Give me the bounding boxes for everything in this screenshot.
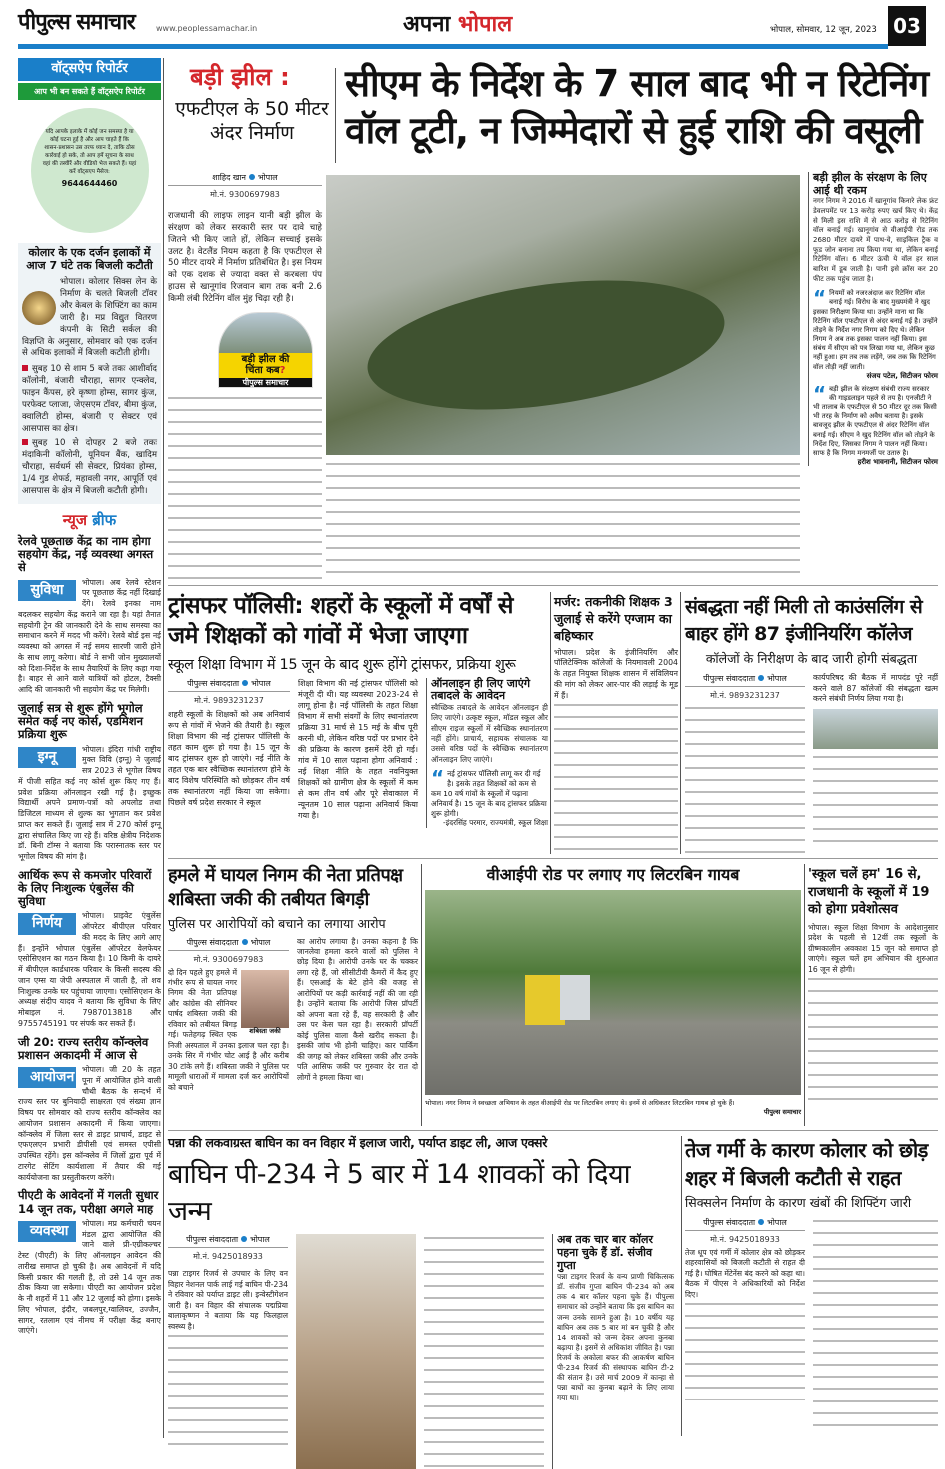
litterbin-caption: भोपाल। नगर निगम ने स्वच्छता अभियान के तहत वीआईपी रोड पर लिटरबिन लगाए थे। इनमें से अधिकतर लिटरबिन गायब हो चुके हैं। [425, 1099, 735, 1108]
dot-icon [242, 680, 248, 686]
brief-text: भोपाल। मप्र कर्मचारी चयन मंडल द्वारा आयोजित की जाने वाले प्री-एग्रीकल्चर टेस्ट (पीएटी) के लिए ऑनलाइन आवेदन की तारीख समाप्त हो चुकी है। अब आवेदनों में यदि किसी प्रकार की गलती है, तो उसे 14 जून तक ठीक किया जा सकेगा। पीएटी का आयोजन प्रदेश के नौ शहरों में 11 और 12 जुलाई को होगा। इसके लिए भोपाल, इंदौर, जबलपुर,ग्वालियर, उज्जैन, सागर, रतलाम एवं नीमच में परीक्षा केंद्र बनाए जाएंगे। [18, 1218, 161, 1336]
brief-tag: व्यवस्था [18, 1221, 76, 1242]
college-body-col-1 [685, 704, 805, 854]
column-divider [421, 864, 422, 1126]
byline-name: पीपुल्स संवाददाता [186, 937, 239, 947]
section-divider [168, 858, 938, 859]
tiger-box-body: पन्ना टाइगर रिजर्व के वन्य प्राणी चिकित्सक डॉ. संजीव गुप्ता बाघिन पी-234 को अब तक 4 बार कॉलर पहना चुके हैं। पीपुल्स समाचार को उन्होंने बताया कि इस बाघिन का जन्म उनके सामने हुआ है। 10 वर्षीय यह बाघिन अब तक 5 बार मां बन चुकी है और 14 शावकों को जन्म देकर अपना कुनबा बढ़ाया है। इसमें से अधिकांश जीवित है। पन्ना रिजर्व के अकोला बफर की आकर्षण बाघिन पी-234 रिजर्व की संस्थापक बाघिन टी-2 की संतान है। उसे मार्च 2009 में कान्हा से पन्ना बाघों का कुनबा बढ़ाने के लिए लाया गया था। [557, 1272, 674, 1403]
section-prefix: अपना [403, 12, 451, 37]
news-brief-item [18, 869, 161, 1030]
lead-headline-line-1: सीएम के निर्देश के 7 साल बाद भी न रिटेनिंग [345, 62, 929, 105]
college-body: कार्यपरिषद की बैठक में मापदंड पूरे नहीं करने वाले 87 कॉलेजों की संबद्धता खत्म करने संबंधी निर्णय लिया गया है। [813, 672, 938, 704]
dateline: भोपाल, सोमवार, 12 जून, 2023 [770, 25, 877, 35]
tigress-photo [296, 1234, 416, 1469]
shabista-headline: हमले में घायल निगम की नेता प्रतिपक्ष शबिस्ता जकी की तबीयत बिगड़ी [168, 865, 403, 910]
brief-text: भोपाल। प्राइवेट एंबुलेंस ऑपरेटर बीपीएल परिवार की मदद के लिए आगे आए हैं। इन्होंने भोपाल एंबुलेंस ऑपरेटर वेलफेयर एसोसिएशन का गठन किया है। 10 किमी के दायरे में बीपीएल कार्डधारक परिवार के किसी सदस्य की जान एम्स या जेपी अस्पताल में जाती है, तो शव निःशुल्क उनके घर पहुंचाया जाएगा। एसोसिएशन के अध्यक्ष संदीप यादव ने बताया कि सुविधा के लिए मोबाइल नं. 7987013818 और 9755745191 पर संपर्क कर सकते हैं। [18, 911, 161, 1028]
byline-name: पीपुल्स संवाददाता [187, 678, 240, 688]
lead-deck: एफटीएल के 50 मीटर अंदर निर्माण [175, 98, 329, 144]
dot-icon [758, 1219, 764, 1225]
school-headline: 'स्कूल चलें हम' 16 से, राजधानी के स्कूलों में 19 को होगा प्रवेशोत्सव [808, 867, 930, 918]
quote-author: -इंदरसिंह परमार, राज्यमंत्री, स्कूल शिक्षा [443, 818, 548, 828]
bullet-icon [22, 365, 28, 371]
dot-icon [758, 675, 764, 681]
brief-tag: निर्णय [18, 913, 76, 934]
quote-text: बड़ी झील के संरक्षण संबंधी राज्य सरकार की गाइडलाइन पहले से तय है। एनजीटी ने भी तालाब के एफटीएल से 50 मीटर दूर तक किसी भी तरह के निर्माण को अवैध बताया है। इसके बावजूद झील के एफटीएल से अंदर रिटेनिंग वॉल बनाई गई। सीएम ने खुद रिटेनिंग वॉल को तोड़ने के निर्देश दिए, जिसका निगम ने पालन नहीं किया। साफ है कि निगम मनमर्जी पर उतारु है। [813, 384, 937, 457]
byline-name: शाहिद खान [212, 173, 246, 182]
quote-text: नई ट्रांसफर पॉलिसी लागू कर दी गई है। इसके तहत शिक्षकों को कम से कम 10 वर्ष गांवों के स्कूलों में पढ़ाना अनिवार्य है। 15 जून के बाद ट्रांसफर प्रक्रिया शुरू होगी। [431, 769, 547, 818]
lead-body: राजधानी की लाइफ लाइन यानी बड़ी झील के संरक्षण को लेकर सरकारी स्तर पर दावे चाहे जितने भी किए जाते हों, लेकिन सच्चाई इसके उलट है। वेटलैंड नियम कहता है कि एफटीएल से 50 मीटर दायरे में निर्माण प्रतिबंधित है। इस नियम को एक दशक से ज्यादा वक्त से करबला पंप हाउस से खानूगांव रिजवान बाग तक बनी 2.6 किमी लंबी रिटेनिंग वॉल मुंह चिढ़ा रही है। [168, 211, 322, 305]
shabista-story [168, 864, 418, 1093]
brief-tag: इग्नू [18, 747, 76, 768]
news-brief-item [18, 1036, 161, 1184]
lead-body-continued [168, 394, 322, 584]
litterbin-story [425, 866, 801, 1116]
kolar-cut-bullet [22, 364, 157, 435]
lead-byline-block [168, 172, 322, 584]
whatsapp-title: वॉट्सऐप रिपोर्टर [18, 58, 161, 81]
section-divider [168, 1130, 938, 1131]
transfer-body-1: शहरी स्कूलों के शिक्षकों को अब अनिवार्य रूप से गांवों में भेजने की तैयारी है। स्कूल शिक्षा विभाग की नई ट्रांसफर पॉलिसी के तहत काम शुरू हो गया है। 15 जून के बाद ट्रांसफर शुरू हो जाएंगे। नई नीति के तहत एक बार स्वैच्छिक स्थानांतरण होने के बाद विशेष परिस्थिति को छोड़कर तीन वर्ष तक स्थानांतरण नहीं किया जा सकेगा। पिछले वर्ष प्रदेश सरकार ने स्कूल [168, 709, 290, 808]
page-number: 03 [888, 6, 926, 46]
minister-quote [431, 766, 548, 828]
quote-text: नियमों को नजरअंदाज कर रिटेनिंग वॉल बनाई गई। विरोध के बाद मुख्यमंत्री ने खुद इसका निरीक्षण किया था। उन्होंने माना था कि रिटेनिंग वॉल एफटीएल से अंदर बनाई गई है। उन्होंने तोड़ने के निर्देश नगर निगम को दिए थे। लेकिन निगम ने अब तक इसका पालन नहीं किया। इस संबंध में सीएम को पत्र लिखा गया था, लेकिन कुछ नहीं हुआ। हम तब तक लड़ेंगे, जब तक कि रिटेनिंग वॉल तोड़ी नहीं जाती। [813, 289, 938, 371]
college-byline [685, 673, 805, 687]
tiger-body-col-3 [424, 1234, 544, 1469]
byline-name: पीपुल्स संवाददाता [703, 673, 756, 683]
lead-headline [345, 60, 935, 155]
whatsapp-subtitle: आप भी बन सकते हैं वॉट्सऐप रिपोर्टर [18, 83, 161, 100]
lead-sidebar-headline: बड़ी झील के संरक्षण के लिए आई थी रकम [813, 171, 927, 197]
brief-body [18, 745, 161, 863]
news-brief-title-b: ब्रीफ [92, 510, 117, 529]
column-divider [681, 1136, 682, 1436]
brief-headline: पीएटी के आवेदनों में गलती सुधार 14 जून तक, परीक्षा अगले माह [18, 1188, 159, 1216]
bullet-text: सुबह 10 से दोपहर 2 बजे तकः मंदाकिनी कॉलोनी, यूनियन बैंक, खादिम चौराहा, सर्वधर्म सी सेक्टर, प्रियंका होम्स, 1/4 गुड शेफर्ड, महावली नगर, आपूर्ति एवं आसपास के क्षेत्र में बिजली कटौती होगी। [22, 438, 157, 496]
campaign-brand: पीपुल्स समाचार [219, 378, 312, 387]
transfer-subhead: स्कूल शिक्षा विभाग में 15 जून के बाद शुरू होंगे ट्रांसफर, प्रक्रिया शुरू [168, 656, 516, 673]
brief-body [18, 1065, 161, 1183]
news-brief-item [18, 1189, 161, 1337]
college-story [685, 594, 938, 854]
brief-headline: आर्थिक रूप से कमजोर परिवारों के लिए निःशुल्क एंबुलेंस की सुविधा [18, 867, 152, 909]
whatsapp-number[interactable]: 9644644460 [61, 178, 118, 188]
dot-icon [249, 174, 255, 180]
brief-text: भोपाल। अब रेलवे स्टेशन पर पूछताछ केंद्र नहीं दिखाई देंगे। रेलवे इनका नाम बदलकर सहयोग केंद्र कराने जा रहा है। यहां तैनात सहयोगी ट्रेन की जानकारी देने के साथ समस्या का समाधान करने में मदद भी करेंगे। रेलवे बोर्ड इस नई व्यवस्था को अगस्त में नई समय सारणी जारी होने के साथ लागू करेगा। बोर्ड ने सभी जोन मुख्यालयों को दिशा-निर्देश के साथ तैयारियों के लिए कहा गया है। बाहर से आने वाले यात्रियों को होटल, टैक्सी आदि की जानकारी भी सहयोग केंद्र पर मिलेगी। [18, 577, 161, 695]
litterbin-photo [425, 890, 801, 1095]
brief-headline: रेलवे पूछताछ केंद्र का नाम होगा सहयोग केंद्र, नई व्यवस्था अगस्त से [18, 533, 154, 575]
tiger-kicker: पन्ना की लकवाग्रस्त बाघिन का वन विहार में इलाज जारी, पर्याप्त डाइट ली, आज एक्सरे [168, 1135, 548, 1150]
lead-phone: मो.नं. 9300697983 [210, 190, 280, 199]
quote-icon: “ [813, 381, 827, 406]
website-link[interactable]: www.peoplessamachar.in [156, 24, 258, 33]
brief-text: भोपाल। इंदिरा गांधी राष्ट्रीय मुक्त विवि (इग्नू) ने जुलाई सत्र 2023 से भूगोल विषय में पीजी सहित कई नए कोर्स शुरू किए गए हैं। प्रवेश प्रक्रिया ऑनलाइन रखी गई है। इच्छुक विद्यार्थी अपने प्रमाण-पत्रों को अपलोड तथा डिजिटल माध्यम से शुल्क का भुगतान कर प्रवेश प्राप्त कर सकते हैं। जुलाई सत्र में 270 कोर्स इग्नू द्वारा संचालित किए जा रहे हैं। वरिष्ठ क्षेत्रीय निदेशक डॉ. बिनी टॉम्स ने बताया कि परास्नातक स्तर पर भूगोल विषय की मांग है। [18, 744, 161, 861]
campaign-line-2: चिंता कब [245, 365, 280, 377]
left-column [18, 58, 161, 1337]
shabista-photo-block [241, 970, 289, 1035]
kolar-cut-body: भोपाल। कोलार सिक्स लेन के निर्माण के चलते बिजली टॉवर और केबल के शिफ्टिंग का काम जारी है। मप्र विद्युत वितरण कंपनी के सिटी सर्कल की विज्ञप्ति के अनुसार, सोमवार को एक दर्जन से अधिक इलाकों में बिजली कटौती होगी। [22, 277, 157, 359]
statue-photo [219, 313, 312, 353]
shabista-subhead: पुलिस पर आरोपियों को बचाने का लगाया आरोप [168, 915, 386, 931]
college-phone: मो.नं. 9893231237 [710, 690, 780, 700]
kolar-cut-bullet [22, 438, 157, 497]
lead-byline [168, 172, 322, 186]
campaign-logo [218, 312, 313, 388]
merger-story [554, 594, 678, 851]
quote-author: संजय पटेल, सिटीजन फोरम [866, 371, 938, 380]
section-divider [168, 585, 938, 586]
byline-place: भोपाल [767, 1218, 787, 1227]
column-divider [163, 58, 164, 1438]
news-brief-title [18, 512, 161, 529]
kolar-relief-body: तेज धूप एवं गर्मी में कोलार क्षेत्र को छोड़कर शहरवासियों को बिजली कटौती से राहत दी गई है। घोषित मेंटेनेंस बंद करने को कहा था। बैठक में पीएस ने अधिकारियों को निर्देश दिए। [685, 1248, 805, 1299]
brief-tag: आयोजन [18, 1067, 76, 1088]
section-name: भोपाल [457, 12, 513, 37]
dot-icon [241, 1236, 247, 1242]
litterbin-headline: वीआईपी रोड पर लगाए गए लिटरबिन गायब [486, 865, 740, 884]
kolar-relief-subhead: सिक्सलेन निर्माण के कारण खंबों की शिफ्टिंग जारी [685, 1195, 912, 1210]
news-brief-item [18, 535, 161, 696]
byline-place: भोपाल [250, 937, 271, 947]
tiger-headline: बाघिन पी-234 ने 5 बार में 14 शावकों को दिया जन्म [168, 1159, 631, 1228]
transfer-byline [168, 678, 290, 692]
brief-body [18, 911, 161, 1029]
brief-headline: जुलाई सत्र से शुरू होंगे भूगोल समेत कई नए कोर्स, एडमिशन प्रक्रिया शुरू [18, 700, 143, 742]
quote-icon: “ [813, 286, 827, 311]
section-title [403, 12, 512, 37]
tiger-box-headline: अब तक चार बार कॉलर पहना चुके हैं डॉ. संजीव गुप्ता [557, 1233, 653, 1272]
transfer-box-body: स्वैच्छिक तबादले के आवेदन ऑनलाइन ही लिए जाएंगे। उत्कृष्ट स्कूल, मॉडल स्कूल और सीएम राइज स्कूलों में स्वैच्छिक स्थानांतरण नहीं होंगे। प्राचार्य, सहायक संचालक या उससे वरिष्ठ पदों के स्वैच्छिक स्थानांतरण ऑनलाइन लिए जाएंगे। [431, 703, 548, 764]
tiger-body: पन्ना टाइगर रिजर्व से उपचार के लिए वन विहार नेशनल पार्क लाई गई बाघिन पी-234 ने रविवार को पर्याप्त डाइट ली। इन्वेस्टीगेशन जारी है। वन विहार की संचालक पद्मप्रिया बालाकृष्णन ने बताया कि यह फिलहाल स्वस्थ्य है। [168, 1269, 288, 1331]
merger-body-continued [554, 701, 678, 851]
transfer-headline: ट्रांसफर पॉलिसी: शहरों के स्कूलों में वर्षों से जमे शिक्षकों को गांवों में भेजा जाएगा [168, 593, 513, 649]
college-building-photo [813, 709, 938, 749]
transfer-box-headline: ऑनलाइन ही लिए जाएंगे तबादले के आवेदन [431, 676, 531, 703]
school-body-continued [808, 975, 938, 1110]
school-body: भोपाल। स्कूल शिक्षा विभाग के आदेशानुसार प्रदेश के पहली से 12वीं तक स्कूलों के ग्रीष्मकालीन अवकाश 15 जून को समाप्त हो जाएंगे। स्कूल चलें हम अभियान की शुरुआत 16 जून से होगी। [808, 922, 938, 974]
masthead [18, 6, 928, 48]
bulb-icon [22, 291, 56, 325]
masthead-rule [18, 44, 888, 49]
brief-headline: जी 20: राज्य स्तरीय कॉन्क्लेव प्रशासन अकादमी में आज से [18, 1034, 149, 1062]
kolar-relief-phone: मो.नं. 9425018933 [710, 1235, 780, 1244]
column-divider [550, 592, 551, 854]
column-divider [804, 864, 805, 1126]
lead-headline-line-2: वॉल टूटी, न जिम्मेदारों से हुई राशि की वसूली [345, 109, 922, 153]
brief-body [18, 578, 161, 696]
brief-body [18, 1219, 161, 1337]
kolar-relief-story [685, 1136, 938, 1427]
transfer-story [168, 592, 548, 828]
news-brief-item [18, 702, 161, 863]
byline-place: भोपाल [767, 673, 787, 683]
college-body-col-2 [813, 753, 938, 848]
newspaper-logo: पीपुल्स समाचार [18, 10, 135, 35]
kolar-cut-headline: कोलार के एक दर्जन इलाकों में आज 7 घंटे तक बिजली कटौती [26, 245, 153, 272]
byline-place: भोपाल [257, 173, 278, 182]
tiger-byline [168, 1234, 288, 1248]
lead-sidebar-body: नगर निगम ने 2016 में खानूगांव किनारे लेक फ्रंट डेवलपमेंट पर 13 करोड़ रुपए खर्च किए थे। केंद्र से मिली इस राशि में से आठ करोड़ से रिटेनिंग वॉल बनाई गई। खानूगांव से वीआईपी रोड तक 2680 मीटर दायरे में पाथ-वे, साइकिल ट्रैक व फूड जोन बनाना तय किया गया था, लेकिन बनाई रिटेनिंग वॉल। 6 मीटर ऊंची ये वॉल हर साल बारिश में डूब जाती है। पानी इसे क्रॉस कर 20 फीट तक पहुंच जाता है। [813, 197, 938, 283]
photo-caption: शबिस्ता जकी [249, 1026, 281, 1035]
column-divider [680, 592, 681, 854]
quote-author: हरीश भावनानी, सिटीजन फोरम [857, 458, 938, 467]
lake-aerial-photo [326, 175, 800, 455]
citizen-quote [813, 286, 938, 380]
whatsapp-text: यदि आपके इलाके में कोई जन समस्या है या कोई घटना हुई है और आप चाहते हैं कि शासन-प्रशासन उस तरफ ध्यान दे, ताकि ठोस कार्रवाई हो सके, तो आप हमें सूचना के साथ वहां की तस्वीरें और वीडियो भेज सकते हैं। यहां करें वॉट्सएप मैसेज: [42, 128, 137, 176]
citizen-quote [813, 381, 938, 467]
campaign-question: ? [279, 365, 286, 377]
kolar-relief-headline: तेज गर्मी के कारण कोलार को छोड़ शहर में बिजली कटौती से राहत [685, 1138, 928, 1190]
dot-icon [242, 939, 248, 945]
brief-text: भोपाल। जी 20 के तहत पूना में आयोजित होने वाली चौथी बैठक के सन्दर्भ में राज्य स्तर पर बुनियादी साक्षरता एवं संख्या ज्ञान विषय पर सोमवार को राज्य स्तरीय कॉन्क्लेव का आयोजन प्रशासन अकादमी में किया जाएगा। कॉन्क्लेव में जिला स्तर से डाइट प्राचार्य, डाइट से एफएलएन प्रभारी डीपीसी एवं समस्त एपीसी उपस्थित रहेंगे। इस कॉन्क्लेव में जिलों द्वारा पूर्व में टारगेट सेटिंग कार्यशाला में तैयार की गई कार्ययोजना का प्रस्तुतीकरण करेंगे। [18, 1065, 161, 1182]
news-brief-title-a: न्यूज [62, 510, 87, 529]
news-brief-list [18, 535, 161, 1337]
tiger-phone: मो.नं. 9425018933 [193, 1252, 263, 1262]
kolar-relief-body-col-2 [813, 1217, 938, 1427]
campaign-line-1: बड़ी झील की [241, 353, 290, 365]
college-subhead: कॉलेजों के निरीक्षण के बाद जारी होगी संबद्धता [705, 650, 918, 666]
tiger-body-continued [168, 1332, 288, 1452]
merger-headline: मर्जर: तकनीकी शिक्षक 3 जुलाई से करेंगे एग्जाम का बहिष्कार [554, 594, 673, 643]
whatsapp-bubble [31, 108, 149, 233]
lead-body-columns [326, 460, 800, 575]
shabista-body-2: का आरोप लगाया है। उनका कहना है कि जानलेवा हमला करने वालों को पुलिस ने छोड़ दिया है। आरोपी उनके घर के चक्कर लगा रहे हैं, जो सीसीटीवी कैमरों में कैद हुए हैं। एसआई के बेटे होने की वजह से आरोपियों पर कड़ी कार्रवाई नहीं की जा रही है। उन्होंने बताया कि आरोपी जिस प्रॉपर्टी को अपना बता रहे हैं, वह सरकारी है और उस पर केस चल रहा है। सरकारी प्रॉपर्टी कोई पुलिस वाला कैसे खरीद सकता है। इसकी जांच भी होनी चाहिए। कार पार्किंग की जगह को लेकर शबिस्ता जकी और उनके पति आसिफ जकी पर गुरुवार देर रात दो लोगों ने हमला किया था। [297, 936, 418, 1082]
merger-body: भोपाल। प्रदेश के इंजीनियरिंग और पॉलिटेक्निक कॉलेजों के नियमावली 2004 के तहत नियुक्त शिक्षक शासन में संविलियन की मांग को लेकर आर-पार की लड़ाई के मूड में हैं। [554, 647, 678, 700]
lead-kicker: बड़ी झील : [190, 63, 290, 91]
transfer-phone: मो.नं. 9893231237 [194, 695, 264, 705]
transfer-body-2: शिक्षा विभाग की नई ट्रांसफर पॉलिसी को मंजूरी दी थी। यह व्यवस्था 2023-24 से लागू होना है। नई पॉलिसी के तहत शिक्षा विभाग में सभी संवर्गों के लिए स्थानांतरण प्रक्रिया 31 मार्च से 15 मई के बीच पूरी करनी थी, लेकिन वरिष्ठ पदों पर प्रभार देने की प्रक्रिया के कारण इसमें देरी हो गई। गांव में 10 साल पढ़ाना होगा अनिवार्य : नई शिक्षा नीति के तहत नवनियुक्त शिक्षकों को ग्रामीण क्षेत्र के स्कूलों में कम से कम तीन वर्ष और पूरे सेवाकाल में न्यूनतम 10 साल पढ़ाना अनिवार्य किया गया है। [298, 678, 418, 821]
lead-deck-divider [335, 68, 336, 163]
byline-place: भोपाल [250, 1235, 270, 1245]
kolar-relief-byline [685, 1217, 805, 1231]
photo-credit: पीपुल्स समाचार [763, 1108, 801, 1117]
college-headline: संबद्धता नहीं मिली तो काउंसलिंग से बाहर होंगे 87 इंजीनियरिंग कॉलेज [685, 596, 923, 645]
whatsapp-box [18, 58, 161, 233]
byline-place: भोपाल [251, 678, 271, 688]
quote-icon: “ [431, 766, 445, 791]
bullet-icon [22, 439, 28, 445]
lead-sidebar [808, 172, 938, 466]
school-story [808, 866, 938, 1110]
shabista-body-1: दो दिन पहले हुए हमले में गंभीर रूप से घायल नगर निगम की नेता प्रतिपक्ष और कांग्रेस की सीनियर पार्षद शबिस्ता जकी की रविवार को तबीयत बिगड़ गई। फतेहगढ़ स्थित एक निजी अस्पताल में उनका इलाज चल रहा है। उनके सिर में गंभीर चोट आई है और करीब 30 टांके लगे हैं। शबिस्ता जकी ने पुलिस पर मामूली धाराओं में मामला दर्ज कर आरोपियों को बचाने [168, 967, 289, 1092]
kolar-relief-body-continued [685, 1300, 805, 1400]
brief-tag: सुविधा [18, 580, 76, 601]
bullet-text: सुबह 10 से शाम 5 बजे तकः आशीर्वाद कॉलोनी, बंजारी चौराहा, सागर एन्क्लेव, फाइन कैंपस, हरे कृष्णा होम्स, सागर कुंज, परफेक्ट प्लाजा, जेएसएम टॉवर, बीमा कुंज, क्वालिटी होम्स, बंजारी ए सेक्टर एवं आसपास का क्षेत्र। [22, 364, 157, 434]
byline-name: पीपुल्स संवाददाता [186, 1235, 239, 1245]
kolar-cut-story [18, 243, 161, 504]
shabista-phone: मो.नं. 9300697983 [193, 954, 264, 964]
shabista-byline [168, 937, 289, 951]
byline-name: पीपुल्स संवाददाता [703, 1218, 756, 1227]
shabista-photo [241, 970, 289, 1028]
tiger-story [168, 1136, 678, 1469]
